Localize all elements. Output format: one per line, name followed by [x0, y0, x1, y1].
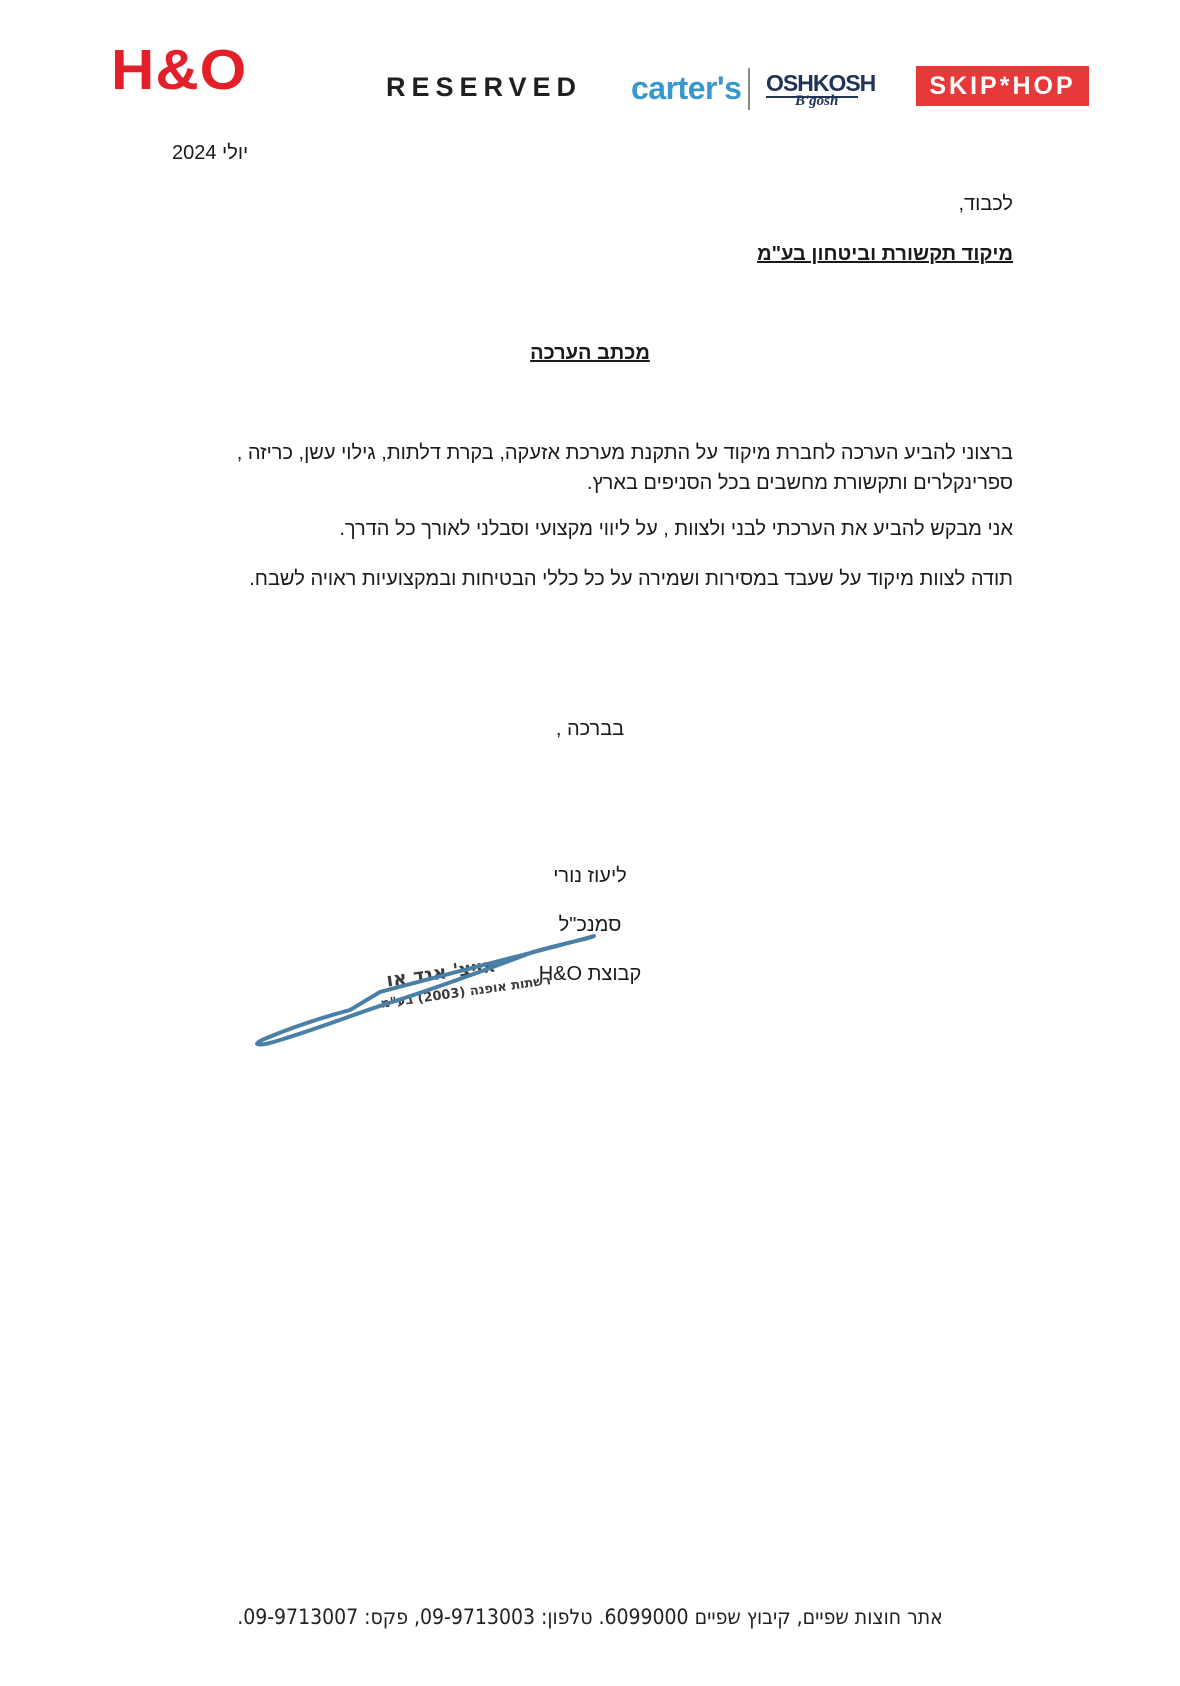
carters-logo: carter's — [631, 70, 742, 106]
footer-address: אתר חוצות שפיים, קיבוץ שפיים 6099000. טלפון: 09-9713003, פקס: 09-9713007. — [237, 1605, 943, 1629]
signatory-company: קבוצת H&O — [538, 963, 642, 985]
body-paragraph: אני מבקש להביע את הערכתי לבני ולצוות , על ליווי מקצועי וסבלני לאורך כל הדרך. — [339, 518, 1013, 540]
body-paragraph: תודה לצוות מיקוד על שעבד במסירות ושמירה על כל כללי הבטיחות ובמקצועיות ראויה לשבח. — [249, 568, 1013, 590]
recipient-name: מיקוד תקשורת וביטחון בע"מ — [757, 243, 1013, 265]
company-stamp-line1: אייצ' אנד או — [385, 954, 498, 992]
closing: בברכה , — [555, 718, 625, 740]
signatory-name: ליעוז נורי — [553, 865, 627, 887]
letter-date: יולי 2024 — [172, 142, 249, 164]
skiphop-logo: SKIP*HOP — [916, 66, 1089, 106]
salutation: לכבוד, — [958, 193, 1013, 215]
bgosh-logo-text: B'gosh — [795, 93, 839, 109]
body-paragraph: ברצוני להביע הערכה לחברת מיקוד על התקנת מערכת אזעקה, בקרת דלתות, גילוי עשן, כריזה , ספרינקלרים ותקשורת מחשבים בכל הסניפים בארץ. — [236, 442, 1013, 494]
oshkosh-logo: OSHKOSH — [766, 70, 876, 96]
reserved-logo: RESERVED — [386, 72, 583, 102]
letter-subject: מכתב הערכה — [530, 342, 650, 364]
ho-logo: H&O — [111, 37, 248, 102]
signatory-title: סמנכ"ל — [558, 914, 622, 936]
logo-divider — [748, 68, 750, 110]
company-stamp-line2: רשתות אופנה (2003) בע"מ — [379, 973, 552, 1012]
